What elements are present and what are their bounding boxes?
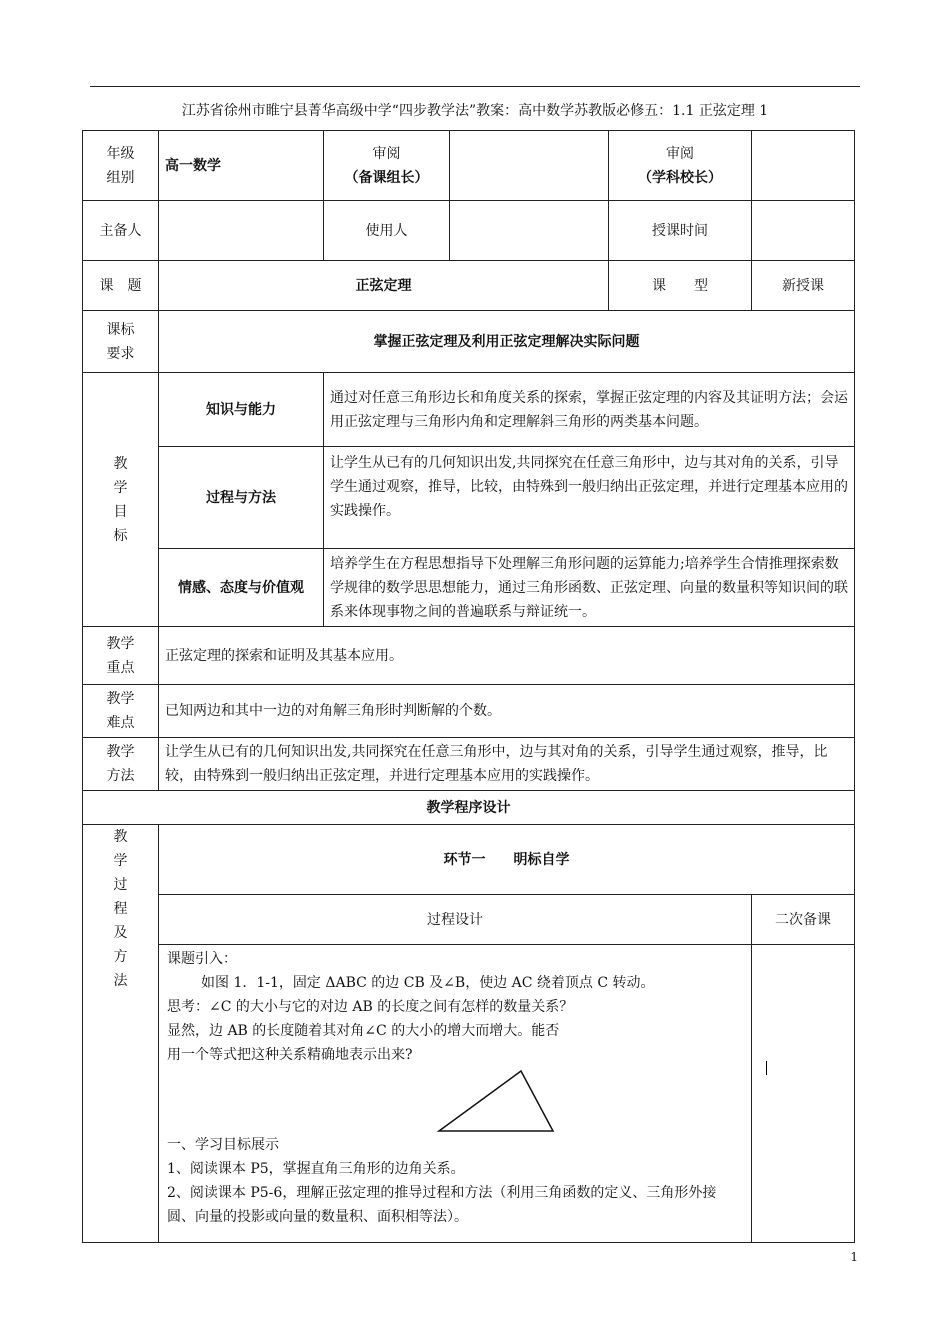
- text-cursor: [766, 1061, 767, 1075]
- goal-name-process: 过程与方法: [159, 447, 324, 549]
- intro-paragraph: 如图 1．1-1，固定 ΔABC 的边 CB 及∠B，使边 AC 绕着顶点 C 转动。: [201, 975, 655, 991]
- row-topic: [83, 261, 855, 311]
- goal-name-attitude: 情感、态度与价值观: [159, 549, 324, 627]
- goals-title: 一、学习目标展示: [167, 1137, 279, 1153]
- header-rule: [90, 86, 860, 87]
- second-prep-content[interactable]: [752, 945, 855, 1243]
- goal-text-knowledge: 通过对任意三角形边长和角度关系的探索，掌握正弦定理的内容及其证明方法；会运用正弦定理与三角形内角和定理解斜三角形的两类基本问题。: [324, 373, 855, 447]
- lesson-plan-table: [82, 130, 855, 1243]
- row-goal-knowledge: [83, 373, 855, 447]
- focus-label: 教学 重点: [83, 627, 159, 685]
- row-standard: [83, 311, 855, 373]
- process-design-content: [159, 945, 752, 1243]
- review-principal-value: [752, 131, 855, 201]
- goal-line-1: 1、阅读课本 P5，掌握直角三角形的边角关系。: [167, 1161, 465, 1177]
- standard-value: 掌握正弦定理及利用正弦定理解决实际问题: [159, 311, 855, 373]
- difficulty-text: 已知两边和其中一边的对角解三角形时判断解的个数。: [159, 685, 855, 738]
- triangle-figure: [437, 1069, 557, 1133]
- stage-title: 环节一 明标自学: [159, 825, 855, 895]
- row-process-content: [83, 945, 855, 1243]
- review-group-leader-label: 审阅 （备课组长）: [324, 131, 450, 201]
- row-goal-attitude: [83, 549, 855, 627]
- preparer-value: [159, 201, 324, 261]
- row-goal-process: [83, 447, 855, 549]
- topic-label: 课 题: [83, 261, 159, 311]
- class-time-label: 授课时间: [609, 201, 752, 261]
- row-focus: [83, 627, 855, 685]
- page-number: 1: [850, 1250, 858, 1264]
- second-prep-column-head: 二次备课: [752, 895, 855, 945]
- review-principal-label: 审阅 （学科校长）: [609, 131, 752, 201]
- user-label: 使用人: [324, 201, 450, 261]
- row-method: [83, 738, 855, 791]
- program-title: 教学程序设计: [83, 791, 855, 825]
- think-line: 思考：∠C 的大小与它的对边 AB 的长度之间有怎样的数量关系？: [167, 999, 574, 1015]
- preparer-label: 主备人: [83, 201, 159, 261]
- row-difficulty: [83, 685, 855, 738]
- row-column-heads: [83, 895, 855, 945]
- grade-label: 年级 组别: [83, 131, 159, 201]
- obvious-line-1: 显然，边 AB 的长度随着其对角∠C 的大小的增大而增大。能否: [167, 1023, 560, 1039]
- row-grade: [83, 131, 855, 201]
- intro-line: 课题引入：: [167, 951, 237, 967]
- goal-line-2: 2、阅读课本 P5-6，理解正弦定理的推导过程和方法（利用三角函数的定义、三角形外接圆、向量的投影或向量的数量积、面积相等法）。: [167, 1185, 717, 1225]
- difficulty-label: 教学 难点: [83, 685, 159, 738]
- user-value: [450, 201, 609, 261]
- topic-value: 正弦定理: [159, 261, 609, 311]
- class-time-value: [752, 201, 855, 261]
- obvious-line-2: 用一个等式把这种关系精确地表示出来?: [167, 1047, 413, 1063]
- design-column-head: 过程设计: [159, 895, 752, 945]
- method-label: 教学 方法: [83, 738, 159, 791]
- row-stage: [83, 825, 855, 895]
- process-label: 教 学 过 程 及 方 法: [83, 825, 159, 1243]
- goals-label: 教 学 目 标: [83, 373, 159, 627]
- standard-label: 课标 要求: [83, 311, 159, 373]
- page-header: 江苏省徐州市睢宁县菁华高级中学“四步教学法”教案：高中数学苏教版必修五：1.1 正弦定理 1: [181, 103, 769, 119]
- lesson-type-label: 课 型: [609, 261, 752, 311]
- lesson-type-value: 新授课: [752, 261, 855, 311]
- goal-text-attitude: 培养学生在方程思想指导下处理解三角形问题的运算能力;培养学生合情推理探索数学规律的数学思思想能力，通过三角形函数、正弦定理、向量的数量积等知识间的联系来体现事物之间的普遍联系与辩证统一。: [324, 549, 855, 627]
- method-text: 让学生从已有的几何知识出发,共同探究在任意三角形中，边与其对角的关系，引导学生通过观察，推导，比较，由特殊到一般归纳出正弦定理，并进行定理基本应用的实践操作。: [159, 738, 855, 791]
- goal-name-knowledge: 知识与能力: [159, 373, 324, 447]
- review-group-leader-value: [450, 131, 609, 201]
- row-program-title: [83, 791, 855, 825]
- grade-value: 高一数学: [159, 131, 324, 201]
- focus-text: 正弦定理的探索和证明及其基本应用。: [159, 627, 855, 685]
- goal-text-process: 让学生从已有的几何知识出发,共同探究在任意三角形中，边与其对角的关系，引导学生通过观察，推导，比较，由特殊到一般归纳出正弦定理，并进行定理基本应用的实践操作。: [324, 447, 855, 549]
- row-preparer: [83, 201, 855, 261]
